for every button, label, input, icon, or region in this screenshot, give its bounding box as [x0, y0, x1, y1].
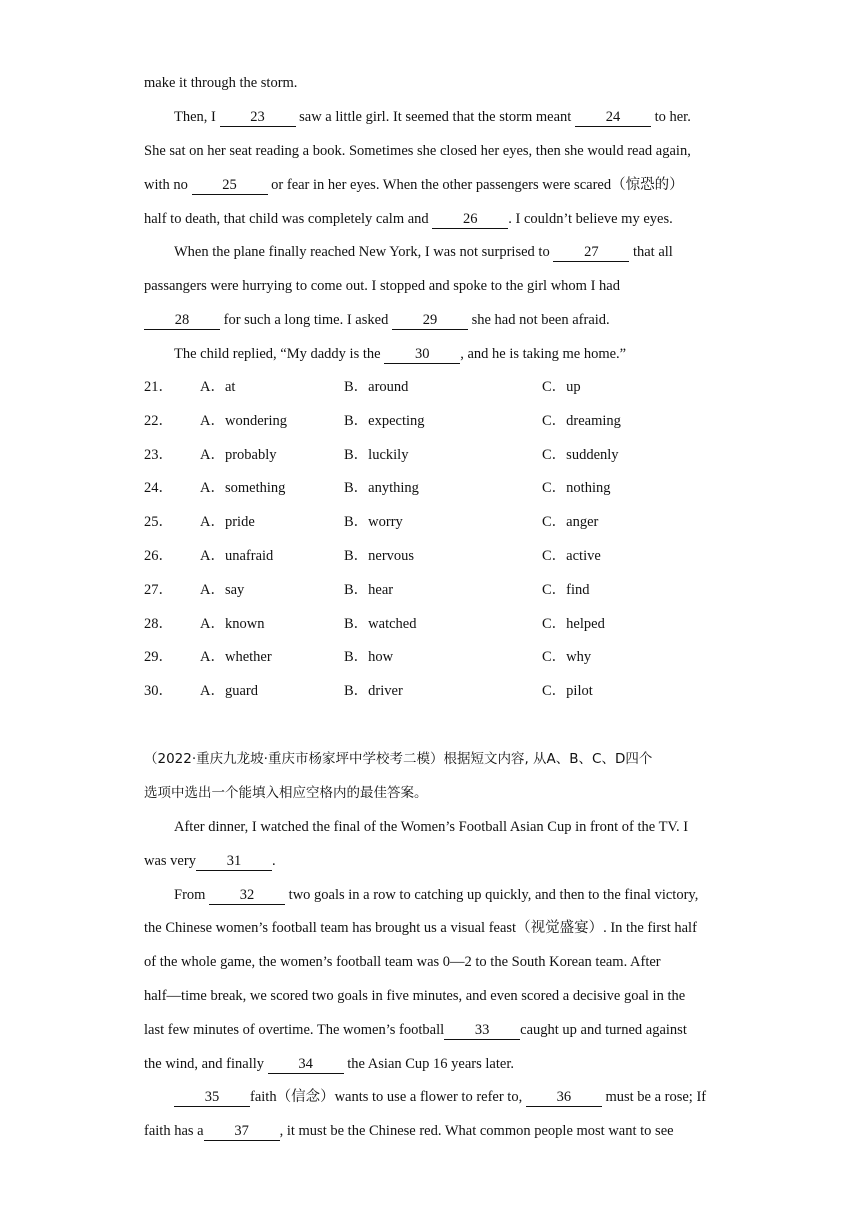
- question-number: 25．: [144, 514, 173, 530]
- text: was very: [144, 853, 196, 869]
- text: . I couldn’t believe my eyes.: [508, 211, 673, 227]
- option-a: A．at: [200, 379, 236, 395]
- blank-30: 30: [384, 346, 460, 364]
- option-b: B．worry: [344, 514, 403, 530]
- option-b: B．driver: [344, 683, 403, 699]
- option-c: C．find: [542, 582, 590, 598]
- blank-32: 32: [209, 887, 285, 905]
- question-number: 29．: [144, 649, 173, 665]
- option-a: A．whether: [200, 649, 272, 665]
- text: The child replied, “My daddy is the: [174, 346, 385, 362]
- option-c: C．up: [542, 379, 581, 395]
- text: last few minutes of overtime. The women’s football: [144, 1022, 445, 1038]
- option-row: [144, 546, 724, 566]
- blank-28: 28: [144, 312, 220, 330]
- blank-23: 23: [220, 109, 296, 127]
- blank-25: 25: [192, 177, 268, 195]
- blank-26: 26: [432, 211, 508, 229]
- passage-line: [144, 986, 724, 1006]
- blank-24: 24: [575, 109, 651, 127]
- option-b: B．expecting: [344, 413, 425, 429]
- text: （2022·重庆九龙坡·重庆市杨家坪中学校考二模）根据短文内容, 从A、B、C、D四个: [144, 751, 653, 767]
- text: for such a long time. I asked: [220, 312, 392, 328]
- option-row: [144, 377, 724, 397]
- question-number: 21．: [144, 379, 173, 395]
- text: with no: [144, 177, 192, 193]
- option-a: A．probably: [200, 447, 277, 463]
- passage-line: [144, 1121, 724, 1141]
- passage-line: [144, 141, 724, 161]
- passage-line: [144, 73, 724, 93]
- question-number: 26．: [144, 548, 173, 564]
- option-c: C．pilot: [542, 683, 593, 699]
- option-c: C．suddenly: [542, 447, 619, 463]
- option-c: C．helped: [542, 616, 605, 632]
- option-b: B．around: [344, 379, 409, 395]
- question-number: 23．: [144, 447, 173, 463]
- option-a: A．guard: [200, 683, 258, 699]
- passage-line: [144, 1020, 724, 1040]
- passage-line: [174, 817, 724, 837]
- text: must be a rose; If: [601, 1089, 707, 1105]
- text: that all: [629, 244, 673, 260]
- option-a: A．known: [200, 616, 265, 632]
- passage-line: [144, 851, 724, 871]
- option-b: B．anything: [344, 480, 419, 496]
- option-row: [144, 580, 724, 600]
- passage-line: [174, 107, 724, 127]
- blank-37: 37: [204, 1123, 280, 1141]
- question-number: 22．: [144, 413, 173, 429]
- section-intro: [144, 783, 724, 803]
- section-intro: [144, 749, 724, 769]
- text: She sat on her seat reading a book. Sometimes she closed her eyes, then she would read again,: [144, 143, 691, 159]
- text: half to death, that child was completely calm and: [144, 211, 433, 227]
- text: two goals in a row to catching up quickly, and then to the final victory,: [285, 887, 699, 903]
- blank-36: 36: [526, 1089, 602, 1107]
- question-number: 28．: [144, 616, 173, 632]
- text: 选项中选出一个能填入相应空格内的最佳答案。: [144, 785, 428, 801]
- text: faith（信念）wants to use a flower to refer to,: [250, 1089, 526, 1105]
- option-b: B．watched: [344, 616, 417, 632]
- option-b: B．hear: [344, 582, 394, 598]
- question-number: 24．: [144, 480, 173, 496]
- text: From: [174, 887, 210, 903]
- text: or fear in her eyes. When the other passengers were scared（惊恐的）: [267, 177, 684, 193]
- passage-line: [144, 918, 724, 938]
- text: After dinner, I watched the final of the Women’s Football Asian Cup in front of the TV. I: [174, 819, 689, 835]
- option-b: B．luckily: [344, 447, 409, 463]
- passage-line: [144, 175, 724, 195]
- question-number: 27．: [144, 582, 173, 598]
- blank-27: 27: [553, 244, 629, 262]
- text: half—time break, we scored two goals in five minutes, and even scored a decisive goal in the: [144, 988, 686, 1004]
- option-row: [144, 478, 724, 498]
- option-a: A．something: [200, 480, 286, 496]
- text: the Asian Cup 16 years later.: [343, 1056, 514, 1072]
- blank-31: 31: [196, 853, 272, 871]
- text: to her.: [650, 109, 691, 125]
- option-row: [144, 681, 724, 701]
- option-a: A．wondering: [200, 413, 287, 429]
- option-c: C．nothing: [542, 480, 611, 496]
- passage-line: [144, 209, 724, 229]
- text: saw a little girl. It seemed that the storm meant: [295, 109, 575, 125]
- text: the Chinese women’s football team has brought us a visual feast（视觉盛宴）. In the first half: [144, 920, 697, 936]
- text: make it through the storm.: [144, 75, 298, 91]
- option-c: C．active: [542, 548, 601, 564]
- passage-line: [174, 344, 724, 364]
- passage-line: [144, 276, 724, 296]
- option-row: [144, 614, 724, 634]
- text: , it must be the Chinese red. What common people most want to see: [279, 1123, 674, 1139]
- passage-line: [144, 952, 724, 972]
- passage-line: [144, 310, 724, 330]
- option-c: C．anger: [542, 514, 599, 530]
- text: When the plane finally reached New York, I was not surprised to: [174, 244, 554, 260]
- text: caught up and turned against: [520, 1022, 687, 1038]
- passage-line: [174, 1087, 724, 1107]
- option-row: [144, 445, 724, 465]
- option-b: B．how: [344, 649, 394, 665]
- passage-line: [144, 1054, 724, 1074]
- text: the wind, and finally: [144, 1056, 268, 1072]
- text: passangers were hurrying to come out. I stopped and spoke to the girl whom I had: [144, 278, 620, 294]
- question-number: 30．: [144, 683, 173, 699]
- blank-34: 34: [268, 1056, 344, 1074]
- text: .: [271, 853, 276, 869]
- blank-35: 35: [174, 1089, 250, 1107]
- text: , and he is taking me home.”: [460, 346, 627, 362]
- option-a: A．say: [200, 582, 245, 598]
- text: she had not been afraid.: [467, 312, 610, 328]
- option-b: B．nervous: [344, 548, 415, 564]
- passage-line: [174, 885, 724, 905]
- passage-line: [174, 242, 724, 262]
- blank-29: 29: [392, 312, 468, 330]
- option-row: [144, 647, 724, 667]
- option-row: [144, 512, 724, 532]
- option-a: A．unafraid: [200, 548, 274, 564]
- option-row: [144, 411, 724, 431]
- text: faith has a: [144, 1123, 204, 1139]
- option-c: C．dreaming: [542, 413, 621, 429]
- text: Then, I: [174, 109, 220, 125]
- option-a: A．pride: [200, 514, 255, 530]
- option-c: C．why: [542, 649, 592, 665]
- blank-33: 33: [444, 1022, 520, 1040]
- text: of the whole game, the women’s football team was 0—2 to the South Korean team. After: [144, 954, 661, 970]
